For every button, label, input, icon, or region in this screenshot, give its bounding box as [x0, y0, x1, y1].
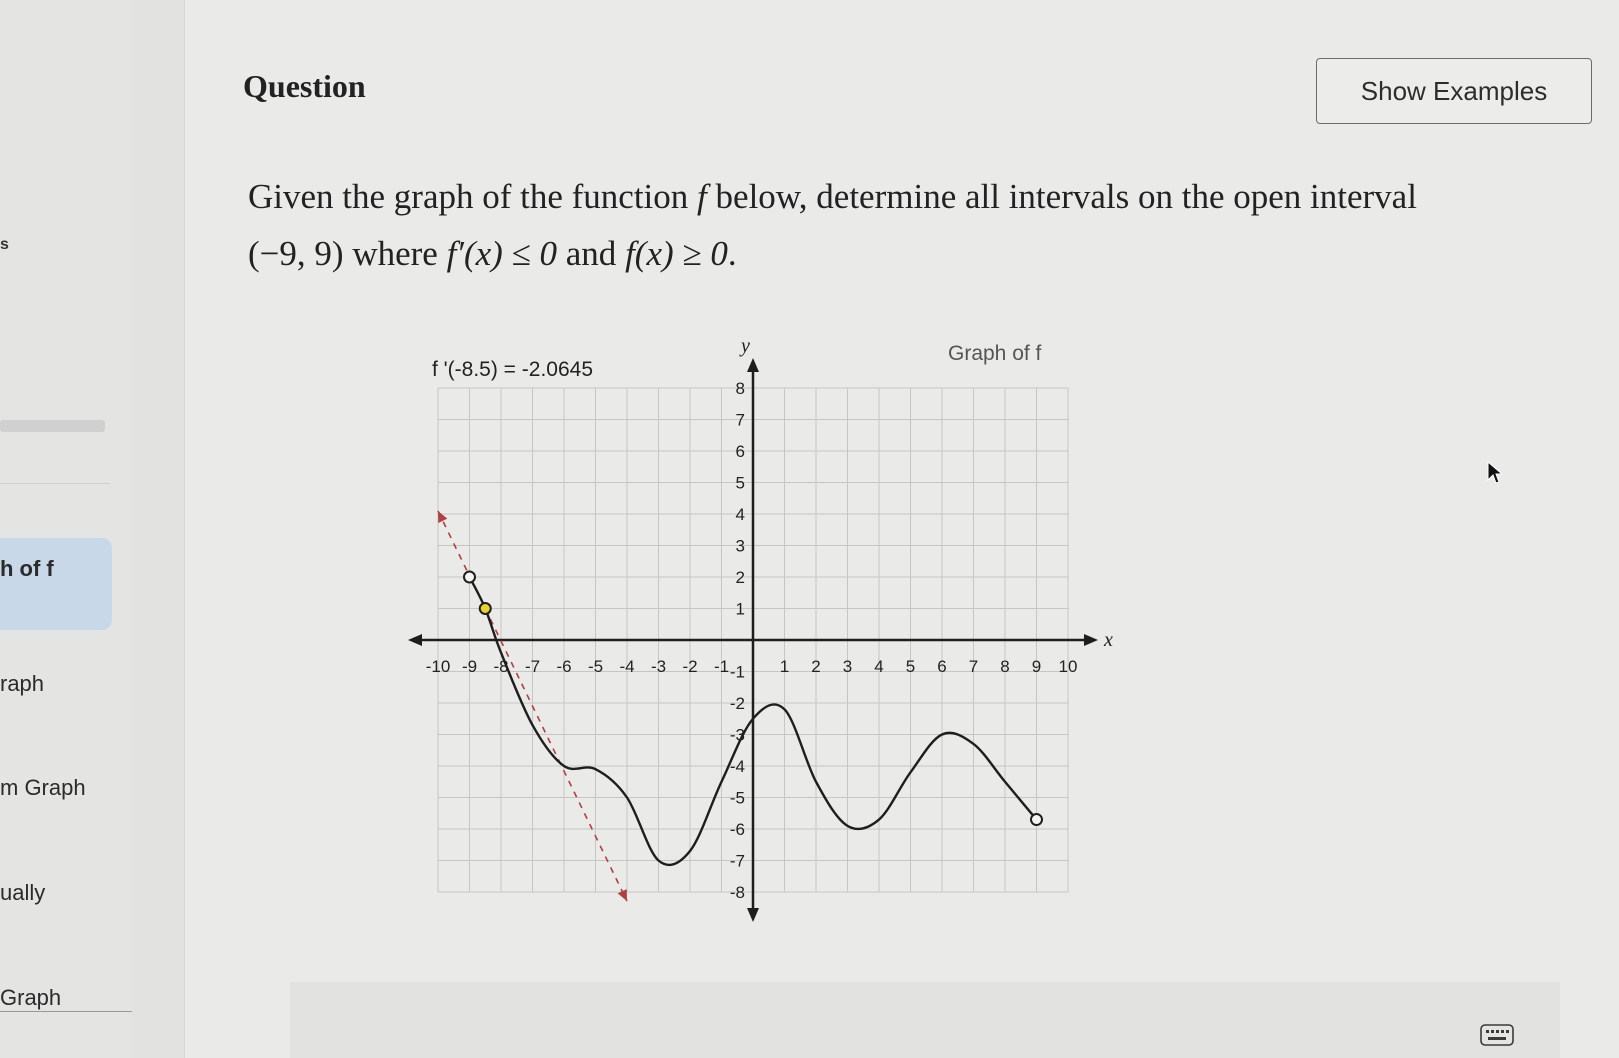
x-axis-arrow-right-icon: [1084, 634, 1098, 646]
y-tick-label: -2: [729, 694, 745, 713]
open-endpoint-left: [464, 572, 475, 583]
sidebar-item-graph[interactable]: [0, 671, 112, 697]
sidebar-item-label: raph: [0, 671, 45, 696]
sidebar-item-graph-of-f[interactable]: [0, 538, 112, 630]
sidebar-item-label: Graph: [0, 985, 62, 1010]
question-condition-function: f(x) ≥ 0: [625, 234, 728, 273]
sidebar-item-graph-2[interactable]: [0, 985, 140, 1012]
sidebar-progress-bar: [0, 420, 105, 432]
x-tick-label: -8: [493, 657, 509, 676]
x-tick-label: -2: [682, 657, 698, 676]
x-axis-label: x: [1104, 629, 1113, 651]
y-tick-label: 5: [735, 473, 745, 493]
question-text-where: where: [343, 234, 447, 273]
sidebar-item-label: ually: [0, 880, 46, 905]
y-tick-label: -5: [729, 788, 745, 808]
x-tick-label: -6: [556, 657, 572, 676]
function-graph[interactable]: [408, 328, 1148, 958]
tangent-slope-readout: f '(-8.5) = -2.0645: [432, 358, 594, 381]
sidebar-item-visually[interactable]: [0, 880, 112, 906]
x-tick-label: -3: [650, 657, 667, 676]
x-axis-arrow-left-icon: [408, 634, 422, 646]
y-tick-label: -6: [729, 820, 745, 839]
x-tick-label: -4: [619, 657, 635, 676]
question-text-end: .: [727, 234, 737, 273]
x-tick-label: -1: [713, 657, 730, 676]
question-interval: (−9, 9): [248, 234, 344, 273]
open-endpoint-right: [1031, 814, 1042, 825]
x-tick-label: 5: [905, 657, 916, 676]
question-fn: f: [697, 177, 707, 216]
sidebar-item-from-graph[interactable]: [0, 775, 112, 801]
x-tick-label: 3: [842, 657, 853, 676]
x-tick-label: -5: [587, 657, 604, 676]
y-tick-label: -1: [729, 662, 745, 682]
tangent-point-handle[interactable]: [480, 603, 491, 614]
x-tick-label: -9: [461, 657, 478, 676]
question-condition-derivative: f′(x) ≤ 0: [446, 234, 558, 273]
y-tick-label: 6: [735, 442, 745, 461]
x-tick-label: -10: [425, 657, 451, 676]
y-axis-arrow-down-icon: [747, 908, 759, 922]
y-tick-label: 3: [735, 536, 745, 556]
answer-area-strip: [290, 982, 1560, 1058]
y-tick-label: 1: [735, 599, 745, 619]
question-text: [248, 168, 1548, 282]
keyboard-icon[interactable]: [1480, 1024, 1514, 1046]
y-tick-label: 8: [735, 379, 745, 398]
y-tick-label: 2: [735, 568, 745, 587]
graph-title: Graph of f: [948, 342, 1042, 365]
question-heading: Question: [243, 68, 366, 104]
y-tick-label: -7: [729, 851, 745, 871]
show-examples-button[interactable]: Show Examples: [1316, 58, 1592, 124]
x-tick-label: 9: [1031, 657, 1042, 676]
gutter: [132, 0, 185, 1058]
sidebar: [0, 0, 133, 1058]
sidebar-item-label: m Graph: [0, 775, 86, 800]
y-axis-label: y: [741, 335, 750, 357]
question-text-part1: Given the graph of the function: [248, 177, 698, 216]
x-tick-label: 8: [1000, 657, 1010, 676]
x-tick-label: -7: [524, 657, 541, 676]
x-tick-label: 4: [874, 657, 884, 676]
question-text-part2: below, determine all intervals on the open interval: [706, 177, 1417, 216]
mouse-cursor-icon: [1486, 460, 1506, 488]
sidebar-divider: [0, 483, 110, 484]
x-tick-labels: [426, 657, 1078, 676]
y-tick-label: 7: [735, 410, 745, 430]
sidebar-partial-glyph: s: [0, 236, 9, 253]
x-tick-label: 7: [968, 657, 979, 676]
x-tick-label: 6: [937, 657, 947, 676]
tangent-arrow-start-icon: [438, 511, 447, 523]
x-tick-label: 10: [1058, 657, 1078, 676]
y-tick-label: -4: [729, 757, 745, 776]
x-tick-label: 1: [779, 657, 790, 676]
y-tick-label: -3: [729, 725, 745, 745]
y-axis-arrow-up-icon: [747, 358, 759, 372]
graph-axes: [408, 358, 1098, 922]
question-text-and: and: [557, 234, 626, 273]
x-tick-label: 2: [811, 657, 821, 676]
y-tick-label: 4: [735, 505, 745, 524]
sidebar-item-label: h of f: [0, 556, 54, 581]
y-tick-label: -8: [729, 883, 745, 902]
